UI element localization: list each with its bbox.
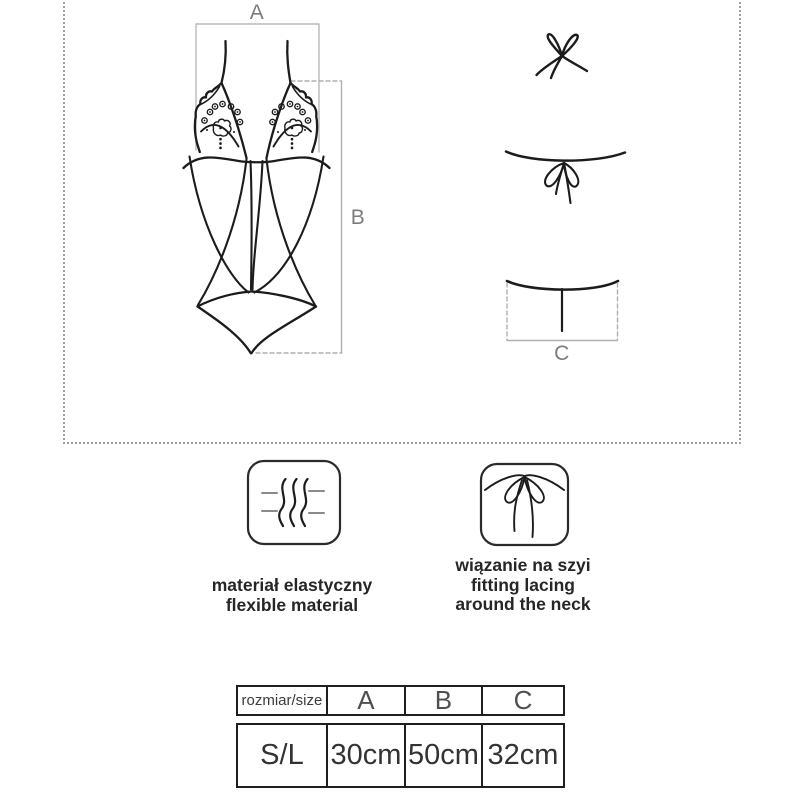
- measurement-label-c: C: [554, 342, 570, 365]
- feature-caption-line: materiał elastyczny: [211, 575, 373, 595]
- bottom-width-diagram: [507, 281, 618, 341]
- feature-caption-line: flexible material: [225, 594, 359, 615]
- size-name-cell: S/L: [260, 739, 304, 771]
- size-table-header-cell: C: [481, 687, 563, 714]
- size-table-data-row: [236, 723, 565, 788]
- neck-tie-back-view: [506, 152, 625, 204]
- elastic-material-icon: [248, 461, 340, 544]
- measurement-b-bracket: [256, 81, 342, 353]
- size-value-cell: 50cm: [404, 725, 481, 786]
- feature-caption-lacing: [403, 556, 643, 615]
- size-value-cell: 30cm: [326, 725, 404, 786]
- size-value-cell: 32cm: [481, 725, 563, 786]
- size-table-header-cell: rozmiar/size: [241, 692, 323, 709]
- bodysuit-front-drawing: [184, 41, 330, 353]
- size-table-header-cell: A: [326, 687, 404, 714]
- measurement-label-b: B: [350, 206, 366, 229]
- cup-lace-motifs: [202, 101, 311, 152]
- measurement-label-a: A: [249, 1, 265, 24]
- neck-lacing-icon: [481, 464, 568, 545]
- feature-caption-line: fitting lacing: [470, 574, 576, 595]
- feature-caption-line: around the neck: [455, 594, 591, 614]
- halter-tie-top-view: [537, 34, 588, 78]
- size-table: [236, 685, 565, 788]
- size-table-header-cell: B: [404, 687, 481, 714]
- size-table-header-row: [236, 685, 565, 716]
- feature-caption-elastic: [172, 576, 412, 615]
- feature-caption-line: wiązanie na szyi: [455, 555, 591, 575]
